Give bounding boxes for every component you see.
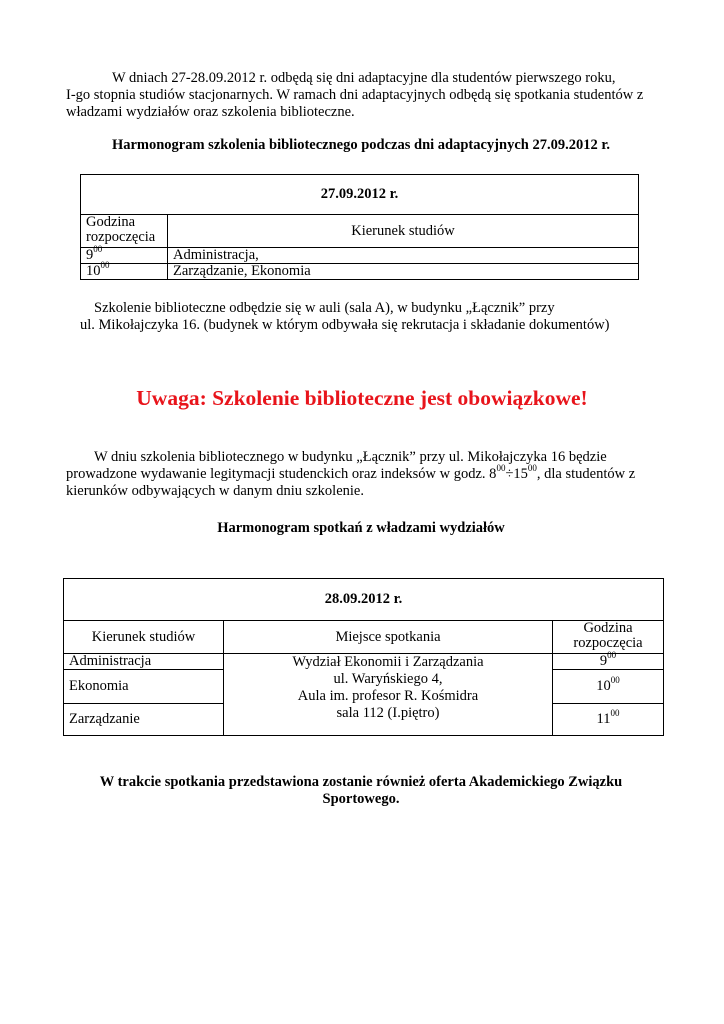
id-cards-line-2: prowadzone wydawanie legitymacji studenckich oraz indeksów w godz. $8^{00}\div 15^{00}$, dla studentów z	[66, 463, 636, 482]
closing-line-1: W trakcie spotkania przedstawiona zostanie również oferta Akademickiego Związku	[99, 774, 623, 790]
schedule1-heading: Harmonogram szkolenia bibliotecznego podczas dni adaptacyjnych 27.09.2012 r.	[111, 137, 611, 153]
table-row	[81, 248, 639, 264]
schedule1-col-time: Godzina rozpoczęcia	[81, 215, 168, 248]
schedule2-col-time: Godzina rozpoczęcia	[553, 621, 664, 654]
intro-paragraph	[66, 70, 656, 121]
schedule2-date: 28.09.2012 r.	[64, 579, 664, 621]
table-row	[81, 264, 639, 280]
id-cards-line-3: kierunków odbywających w danym dniu szkolenie.	[66, 483, 364, 499]
intro-line-1: W dniach 27-28.09.2012 r. odbędą się dni adaptacyjne dla studentów pierwszego roku,	[112, 70, 616, 86]
schedule2-col-direction: Kierunek studiów	[64, 621, 224, 654]
schedule1-row-direction: Administracja,	[168, 248, 639, 264]
schedule1-row-time: $9^{00}$	[81, 248, 168, 264]
schedule2-place: Wydział Ekonomii i Zarządzania ul. Waryńskiego 4, Aula im. profesor R. Kośmidra sala 112 (I.piętro)	[224, 654, 553, 736]
location-line-2: ul. Mikołajczyka 16. (budynek w którym odbywała się rekrutacja i składanie dokumentów)	[80, 317, 610, 333]
schedule2-row-time: $11^{00}$	[553, 704, 664, 736]
schedule2-heading: Harmonogram spotkań z władzami wydziałów	[217, 520, 505, 536]
schedule1-date: 27.09.2012 r.	[81, 175, 639, 215]
schedule2-table	[63, 578, 664, 736]
schedule2-col-place: Miejsce spotkania	[224, 621, 553, 654]
table-row	[64, 654, 664, 670]
location-line-1: Szkolenie biblioteczne odbędzie się w auli (sala A), w budynku „Łącznik” przy	[94, 300, 555, 316]
schedule1-col-direction: Kierunek studiów	[168, 215, 639, 248]
intro-line-3: władzami wydziałów oraz szkolenia biblioteczne.	[66, 104, 355, 120]
schedule1-row-time: $10^{00}$	[81, 264, 168, 280]
id-cards-line-1: W dniu szkolenia bibliotecznego w budynku „Łącznik” przy ul. Mikołajczyka 16 będzie	[94, 449, 607, 465]
schedule2-row-time: $9^{00}$	[553, 654, 664, 670]
schedule2-row-direction: Zarządzanie	[64, 704, 224, 736]
schedule1-row-direction: Zarządzanie, Ekonomia	[168, 264, 639, 280]
closing-paragraph	[66, 774, 656, 808]
schedule2-row-direction: Ekonomia	[64, 670, 224, 704]
closing-line-2: Sportowego.	[322, 791, 400, 807]
schedule2-row-time: $10^{00}$	[553, 670, 664, 704]
location-paragraph	[80, 300, 660, 334]
schedule1-table	[80, 174, 639, 280]
intro-line-2: I-go stopnia studiów stacjonarnych. W ramach dni adaptacyjnych odbędą się spotkania studentów z	[66, 87, 644, 103]
id-cards-paragraph	[66, 449, 660, 500]
schedule2-row-direction: Administracja	[64, 654, 224, 670]
mandatory-warning: Uwaga: Szkolenie biblioteczne jest obowiązkowe!	[136, 386, 588, 410]
